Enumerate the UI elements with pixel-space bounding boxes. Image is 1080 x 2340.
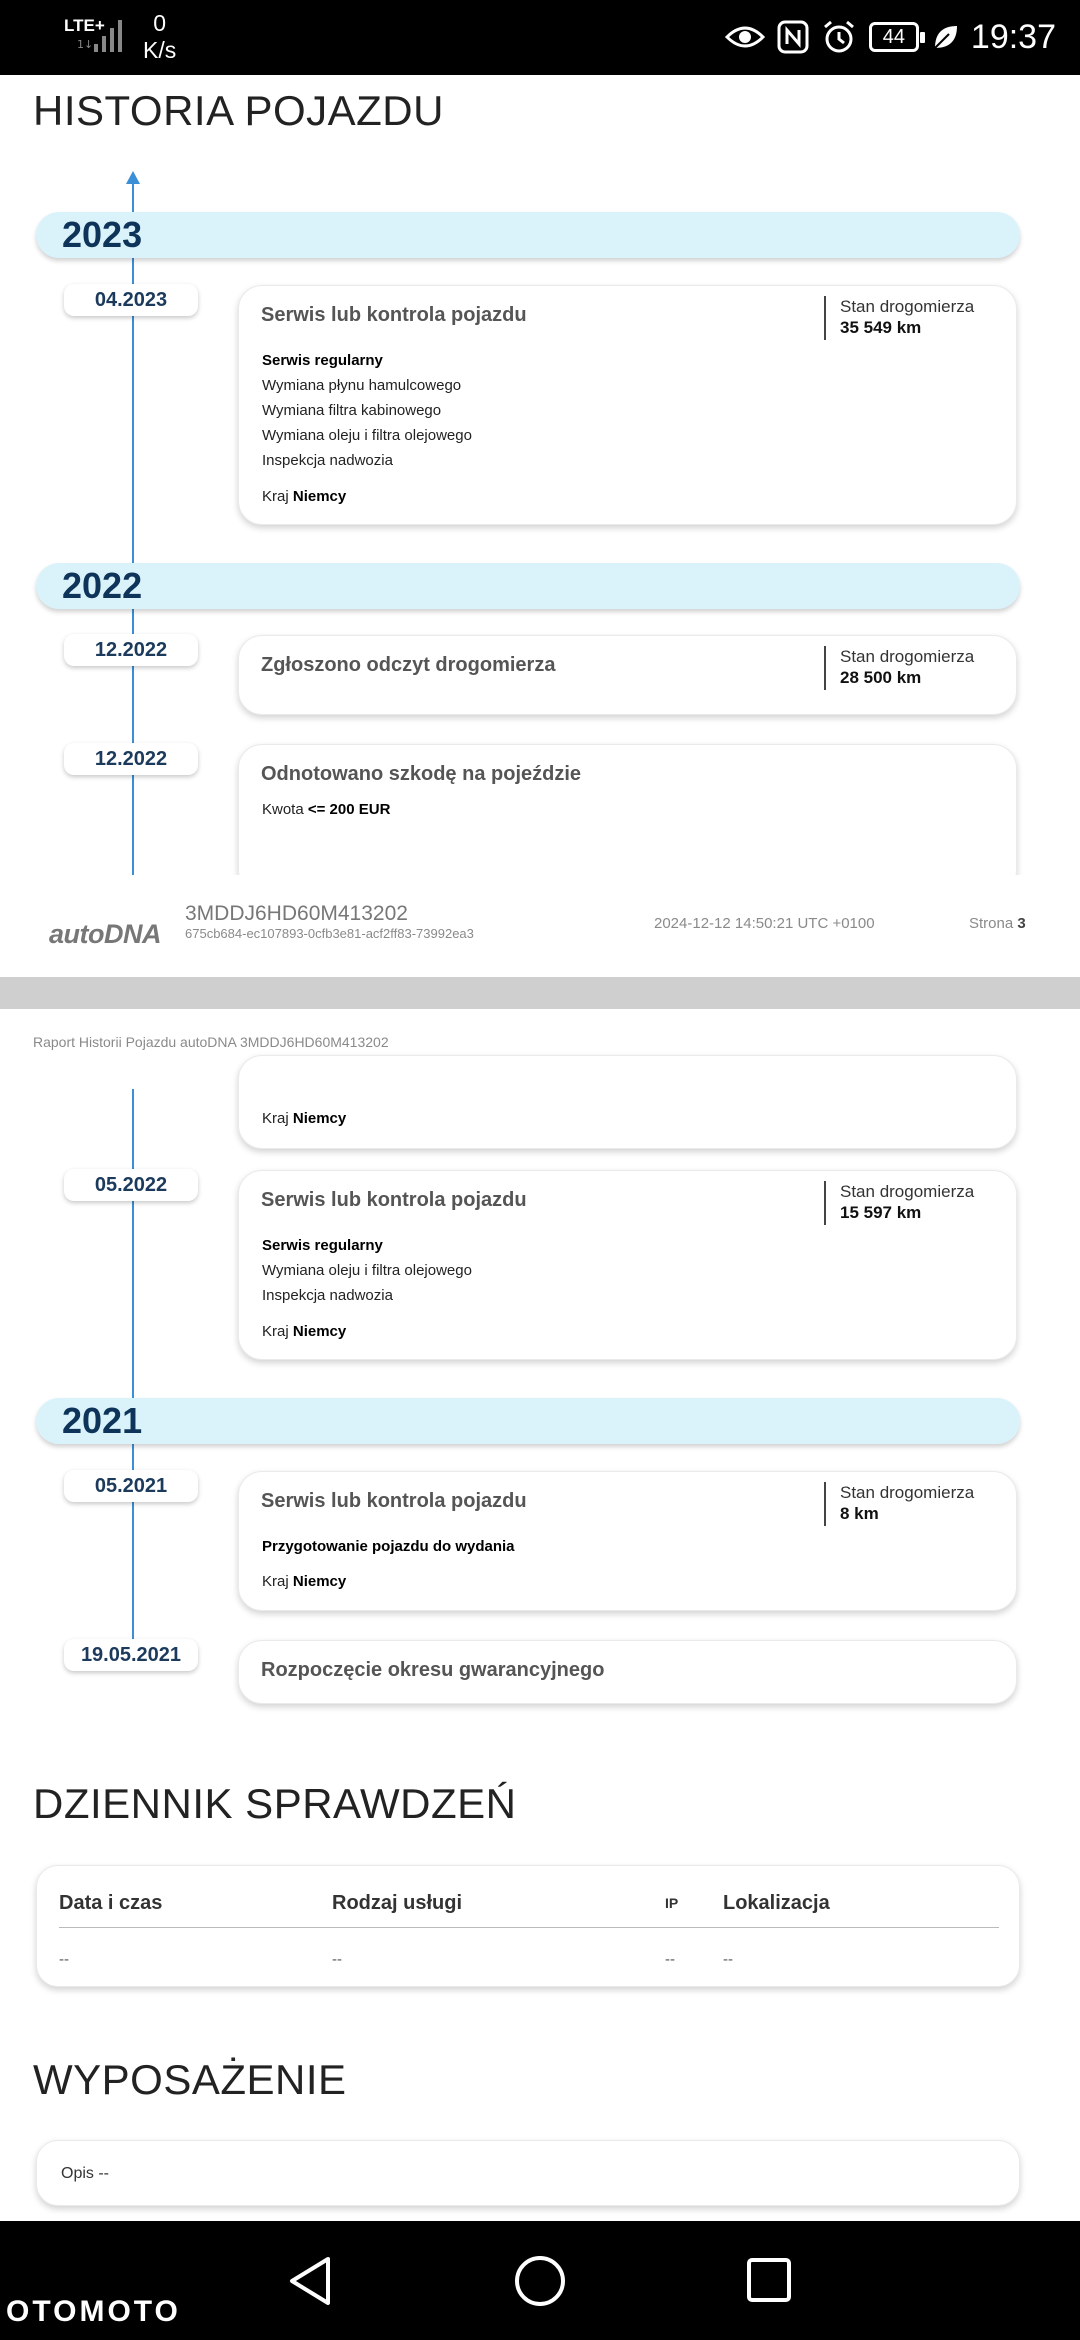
- table-cell: --: [723, 1951, 733, 1968]
- event-country: Kraj Niemcy: [262, 1110, 347, 1127]
- signal-icon: [74, 14, 130, 54]
- event-details: Serwis regularny Wymiana oleju i filtra olejowego Inspekcja nadwozia: [262, 1237, 472, 1304]
- event-details: Serwis regularny Wymiana płynu hamulcowego Wymiana filtra kabinowego Wymiana oleju i filtra olejowego Inspekcja nadwozia: [262, 352, 472, 469]
- leaf-icon: [931, 22, 959, 52]
- status-bar: [0, 0, 1080, 75]
- autodna-logo: autoDNA: [49, 919, 161, 949]
- event-date: 19.05.2021: [64, 1639, 198, 1671]
- nfc-icon: [777, 20, 809, 54]
- back-icon[interactable]: [284, 2253, 336, 2309]
- event-title: Serwis lub kontrola pojazdu: [261, 1490, 527, 1512]
- year-band-2023: 2023: [36, 212, 1020, 258]
- checks-table: [36, 1865, 1020, 1987]
- page-footer: [0, 875, 1080, 975]
- event-title: Rozpoczęcie okresu gwarancyjnego: [261, 1659, 605, 1681]
- odometer: Stan drogomierza 8 km: [824, 1482, 974, 1526]
- event-date: 04.2023: [64, 284, 198, 316]
- report-hash: 675cb684-ec107893-0cfb3e81-acf2ff83-73992ea3: [185, 926, 474, 941]
- col-header-location: Lokalizacja: [723, 1892, 830, 1914]
- year-band-2021: 2021: [36, 1398, 1020, 1444]
- event-date: 05.2021: [64, 1470, 198, 1502]
- report-page-4[interactable]: [0, 1009, 1080, 2221]
- event-title: Serwis lub kontrola pojazdu: [261, 1189, 527, 1211]
- eye-icon: [725, 23, 765, 51]
- recent-apps-icon[interactable]: [744, 2255, 794, 2305]
- odometer: Stan drogomierza 15 597 km: [824, 1181, 974, 1225]
- report-page-3[interactable]: [0, 75, 1080, 977]
- event-title: Odnotowano szkodę na pojeździe: [261, 763, 582, 785]
- network-type: LTE+: [64, 16, 105, 35]
- col-header-ip: IP: [665, 1895, 679, 1911]
- col-header-service: Rodzaj usługi: [332, 1892, 462, 1914]
- event-country: Kraj Niemcy: [262, 1573, 347, 1590]
- table-cell: --: [665, 1951, 675, 1968]
- odometer: Stan drogomierza 28 500 km: [824, 646, 974, 690]
- event-country: Kraj Niemcy: [262, 1323, 347, 1340]
- table-divider: [59, 1927, 999, 1928]
- event-card: [238, 1640, 1017, 1704]
- event-card-continued: [238, 1055, 1017, 1149]
- table-cell: --: [59, 1951, 69, 1968]
- alarm-icon: [821, 19, 857, 55]
- event-date: 12.2022: [64, 634, 198, 666]
- page-number: Strona 3: [969, 915, 1026, 932]
- event-card: [238, 744, 1017, 894]
- home-icon[interactable]: [512, 2253, 568, 2309]
- event-card: [238, 285, 1017, 525]
- event-date: 05.2022: [64, 1169, 198, 1201]
- event-details: Przygotowanie pojazdu do wydania: [262, 1538, 515, 1555]
- battery-icon: 44: [869, 22, 919, 52]
- vin-number: 3MDDJ6HD60M413202: [185, 902, 408, 925]
- event-title: Zgłoszono odczyt drogomierza: [261, 654, 556, 676]
- event-title: Serwis lub kontrola pojazdu: [261, 304, 527, 326]
- navigation-bar: [0, 2221, 1080, 2340]
- page-title: HISTORIA POJAZDU: [33, 87, 444, 134]
- event-card: [238, 1471, 1017, 1611]
- event-card: [238, 635, 1017, 715]
- event-date: 12.2022: [64, 743, 198, 775]
- event-country: Kraj Niemcy: [262, 488, 347, 505]
- otomoto-logo: OTOMOTO: [6, 2295, 181, 2328]
- event-card: [238, 1170, 1017, 1360]
- equipment-description: Opis --: [61, 2165, 109, 2182]
- report-timestamp: 2024-12-12 14:50:21 UTC +0100: [654, 915, 875, 932]
- page-separator: [0, 977, 1080, 1009]
- table-cell: --: [332, 1951, 342, 1968]
- checks-title: DZIENNIK SPRAWDZEŃ: [33, 1780, 517, 1827]
- year-band-2022: 2022: [36, 563, 1020, 609]
- network-speed: 0 K/s: [143, 10, 177, 63]
- odometer: Stan drogomierza 35 549 km: [824, 296, 974, 340]
- equipment-title: WYPOSAŻENIE: [33, 2056, 347, 2103]
- damage-amount: Kwota <= 200 EUR: [262, 801, 391, 818]
- clock: 19:37: [970, 17, 1056, 56]
- svg-text:1↓: 1↓: [77, 38, 94, 51]
- col-header-datetime: Data i czas: [59, 1892, 163, 1914]
- equipment-box: [36, 2140, 1020, 2206]
- report-header: Raport Historii Pojazdu autoDNA 3MDDJ6HD60M413202: [33, 1034, 389, 1050]
